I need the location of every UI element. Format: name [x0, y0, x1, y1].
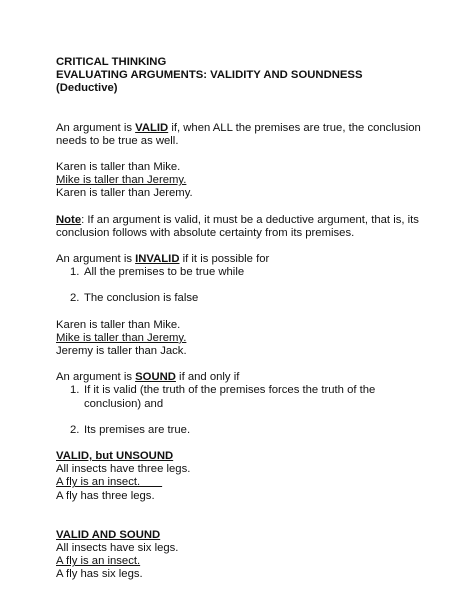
example-1-premise-2: Mike is taller than Jeremy. — [56, 174, 187, 187]
valid-def-prefix: An argument is — [56, 121, 136, 134]
document-heading — [56, 56, 432, 96]
sound-term: SOUND — [135, 371, 176, 384]
example-2-premise-1: Karen is taller than Mike. — [56, 318, 181, 331]
valid-sound-heading: VALID AND SOUND — [56, 528, 161, 541]
valid-definition — [56, 122, 432, 148]
invalid-def-rest: if it is possible for — [179, 253, 270, 266]
sound-conditions-list — [56, 384, 432, 437]
valid-unsound-example — [56, 450, 432, 503]
example-1-conclusion: Karen is taller than Jeremy. — [56, 187, 193, 200]
valid-sound-example — [56, 529, 432, 582]
valid-sound-premise-1: All insects have six legs. — [56, 542, 179, 555]
list-item-number: 1. — [70, 266, 80, 279]
valid-def-rest: if, when ALL the premises are true, the conclusion — [168, 121, 421, 134]
list-item-text: If it is valid (the truth of the premises forces the truth of the — [84, 384, 376, 397]
list-item — [56, 292, 432, 305]
note-paragraph — [56, 214, 432, 240]
list-spacer — [56, 411, 432, 424]
list-item — [56, 424, 432, 437]
example-1-premise-1: Karen is taller than Mike. — [56, 161, 181, 174]
document-page — [56, 56, 432, 582]
note-line-2: conclusion follows with absolute certainty from its premises. — [56, 226, 355, 239]
valid-def-line-2: needs to be true as well. — [56, 134, 179, 147]
valid-unsound-conclusion: A fly has three legs. — [56, 489, 155, 502]
list-item — [56, 384, 432, 410]
example-2 — [56, 319, 432, 359]
valid-sound-conclusion: A fly has six legs. — [56, 568, 143, 581]
sound-definition — [56, 371, 432, 437]
example-2-premise-2: Mike is taller than Jeremy. — [56, 331, 187, 344]
valid-sound-premise-2: A fly is an insect. — [56, 555, 141, 568]
sound-def-prefix: An argument is — [56, 371, 136, 384]
list-item-number: 2. — [70, 292, 80, 305]
valid-term: VALID — [135, 121, 169, 134]
list-item-text: The conclusion is false — [84, 292, 199, 305]
example-1 — [56, 161, 432, 201]
list-spacer — [56, 279, 432, 292]
list-item-text-continued: conclusion) and — [84, 397, 164, 410]
list-item-text: All the premises to be true while — [84, 266, 245, 279]
heading-line-1: CRITICAL THINKING — [56, 56, 167, 68]
note-line-1: : If an argument is valid, it must be a deductive argument, that is, its — [81, 213, 419, 226]
list-item-number: 1. — [70, 384, 80, 397]
sound-def-rest: if and only if — [175, 371, 240, 384]
invalid-term: INVALID — [135, 253, 180, 266]
list-item — [56, 266, 432, 279]
heading-line-3: (Deductive) — [56, 82, 118, 95]
example-2-conclusion: Jeremy is taller than Jack. — [56, 345, 187, 358]
invalid-conditions-list — [56, 266, 432, 305]
invalid-def-prefix: An argument is — [56, 253, 136, 266]
heading-line-2: EVALUATING ARGUMENTS: VALIDITY AND SOUNDNESS — [56, 69, 363, 82]
valid-unsound-heading: VALID, but UNSOUND — [56, 450, 174, 463]
invalid-definition — [56, 253, 432, 306]
list-item-text: Its premises are true. — [84, 423, 191, 436]
valid-unsound-premise-1: All insects have three legs. — [56, 463, 191, 476]
note-label: Note — [56, 213, 82, 226]
valid-unsound-premise-2: A fly is an insect. — [56, 476, 163, 489]
list-item-number: 2. — [70, 423, 80, 436]
